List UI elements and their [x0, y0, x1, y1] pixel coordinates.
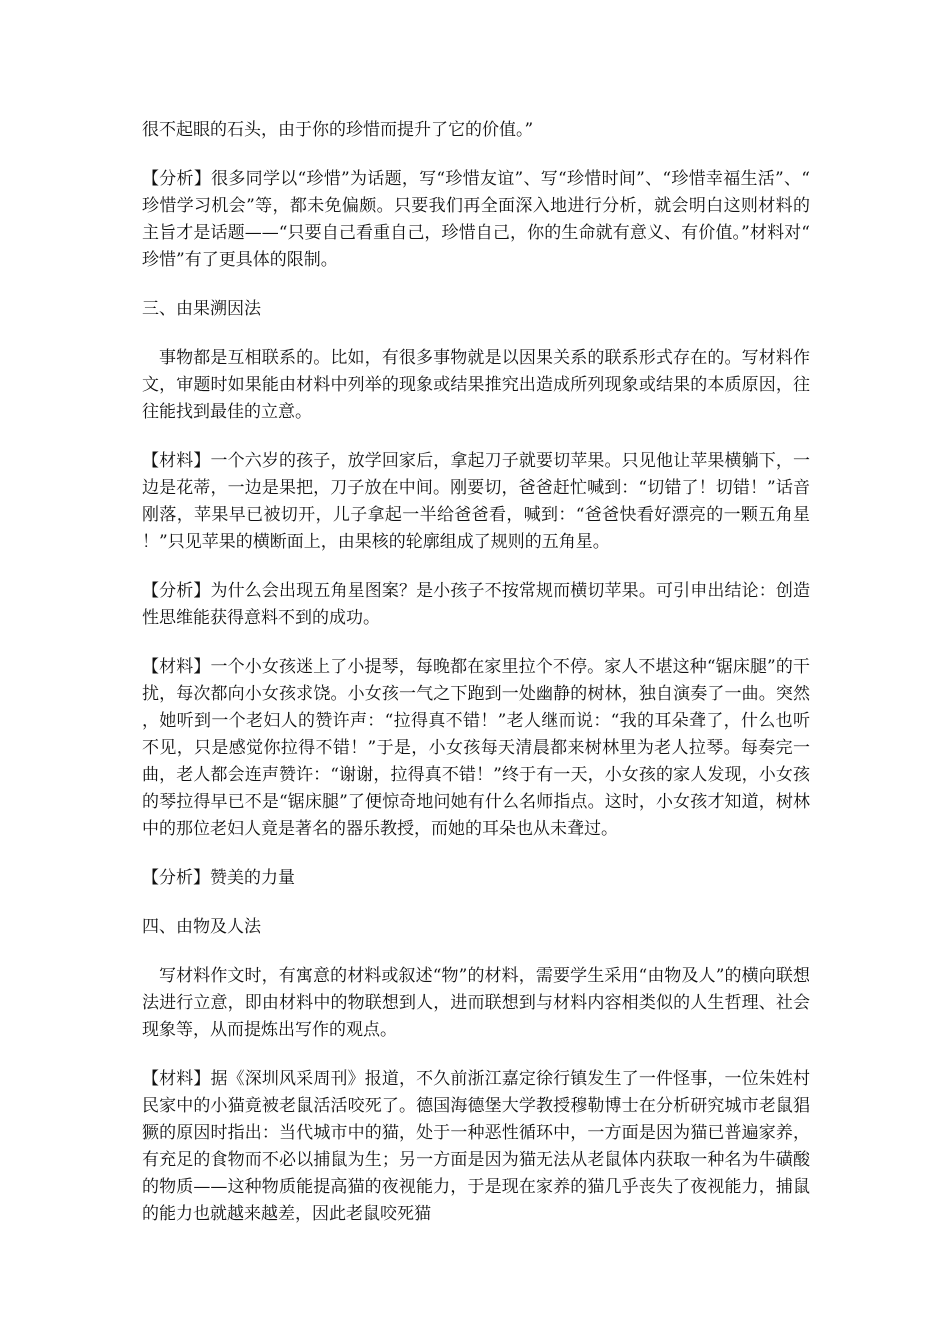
paragraph-object-to-people-intro: 写材料作文时，有寓意的材料或叙述“物”的材料，需要学生采用“由物及人”的横向联想法进行立意，即由材料中的物联想到人，进而联想到与材料内容相类似的人生哲理、社会现象等，从而提炼出写作的观点。	[142, 966, 810, 1040]
paragraph-cause-effect-intro: 事物都是互相联系的。比如，有很多事物就是以因果关系的联系形式存在的。写材料作文，审题时如果能由材料中列举的现象或结果推究出造成所列现象或结果的本质原因，往往能找到最佳的立意。	[142, 348, 810, 422]
paragraph-material-apple: 【材料】一个六岁的孩子，放学回家后，拿起刀子就要切苹果。只见他让苹果横躺下，一边是花蒂，一边是果把，刀子放在中间。刚要切，爸爸赶忙喊到：“切错了！切错！”话音刚落，苹果早已被切开，儿子拿起一半给爸爸看，喊到：“爸爸快看好漂亮的一颗五角星！”只见苹果的横断面上，由果核的轮廓组成了规则的五角星。	[142, 451, 810, 552]
document-body	[142, 117, 810, 1250]
paragraph-intro-continuation: 很不起眼的石头，由于你的珍惜而提升了它的价值。”	[142, 120, 534, 140]
paragraph-material-cat: 【材料】据《深圳风采周刊》报道，不久前浙江嘉定徐行镇发生了一件怪事，一位朱姓村民家中的小猫竟被老鼠活活咬死了。德国海德堡大学教授穆勒博士在分析研究城市老鼠猖獗的原因时指出：当代城市中的猫，处于一种恶性循环中，一方面是因为猫已普遍家养，有充足的食物而不必以捕鼠为生；另一方面是因为猫无法从老鼠体内获取一种名为牛磺酸的物质——这种物质能提高猫的夜视能力，于是现在家养的猫几乎丧失了夜视能力，捕鼠的能力也就越来越差，因此老鼠咬死猫	[142, 1069, 810, 1224]
paragraph-analysis-cherish: 【分析】很多同学以“珍惜”为话题，写“珍惜友谊”、写“珍惜时间”、“珍惜幸福生活”、“珍惜学习机会”等，都未免偏颇。只要我们再全面深入地进行分析，就会明白这则材料的主旨才是话题——“只要自己看重自己，珍惜自己，你的生命就有意义、有价值。”材料对“珍惜”有了更具体的限制。	[142, 169, 810, 270]
section-heading-3: 三、由果溯因法	[142, 299, 261, 319]
paragraph-material-violin: 【材料】一个小女孩迷上了小提琴，每晚都在家里拉个不停。家人不堪这种“锯床腿”的干扰，每次都向小女孩求饶。小女孩一气之下跑到一处幽静的树林，独自演奏了一曲。突然，她听到一个老妇人的赞许声：“拉得真不错！”老人继而说：“我的耳朵聋了，什么也听不见，只是感觉你拉得不错！”于是，小女孩每天清晨都来树林里为老人拉琴。每奏完一曲，老人都会连声赞许：“谢谢，拉得真不错！”终于有一天，小女孩的家人发现，小女孩的琴拉得早已不是“锯床腿”了便惊奇地问她有什么名师指点。这时，小女孩才知道，树林中的那位老妇人竟是著名的器乐教授，而她的耳朵也从未聋过。	[142, 657, 810, 839]
paragraph-analysis-apple: 【分析】为什么会出现五角星图案？是小孩子不按常规而横切苹果。可引申出结论：创造性思维能获得意料不到的成功。	[142, 581, 810, 628]
section-heading-4: 四、由物及人法	[142, 917, 261, 937]
paragraph-analysis-praise: 【分析】赞美的力量	[142, 868, 295, 888]
